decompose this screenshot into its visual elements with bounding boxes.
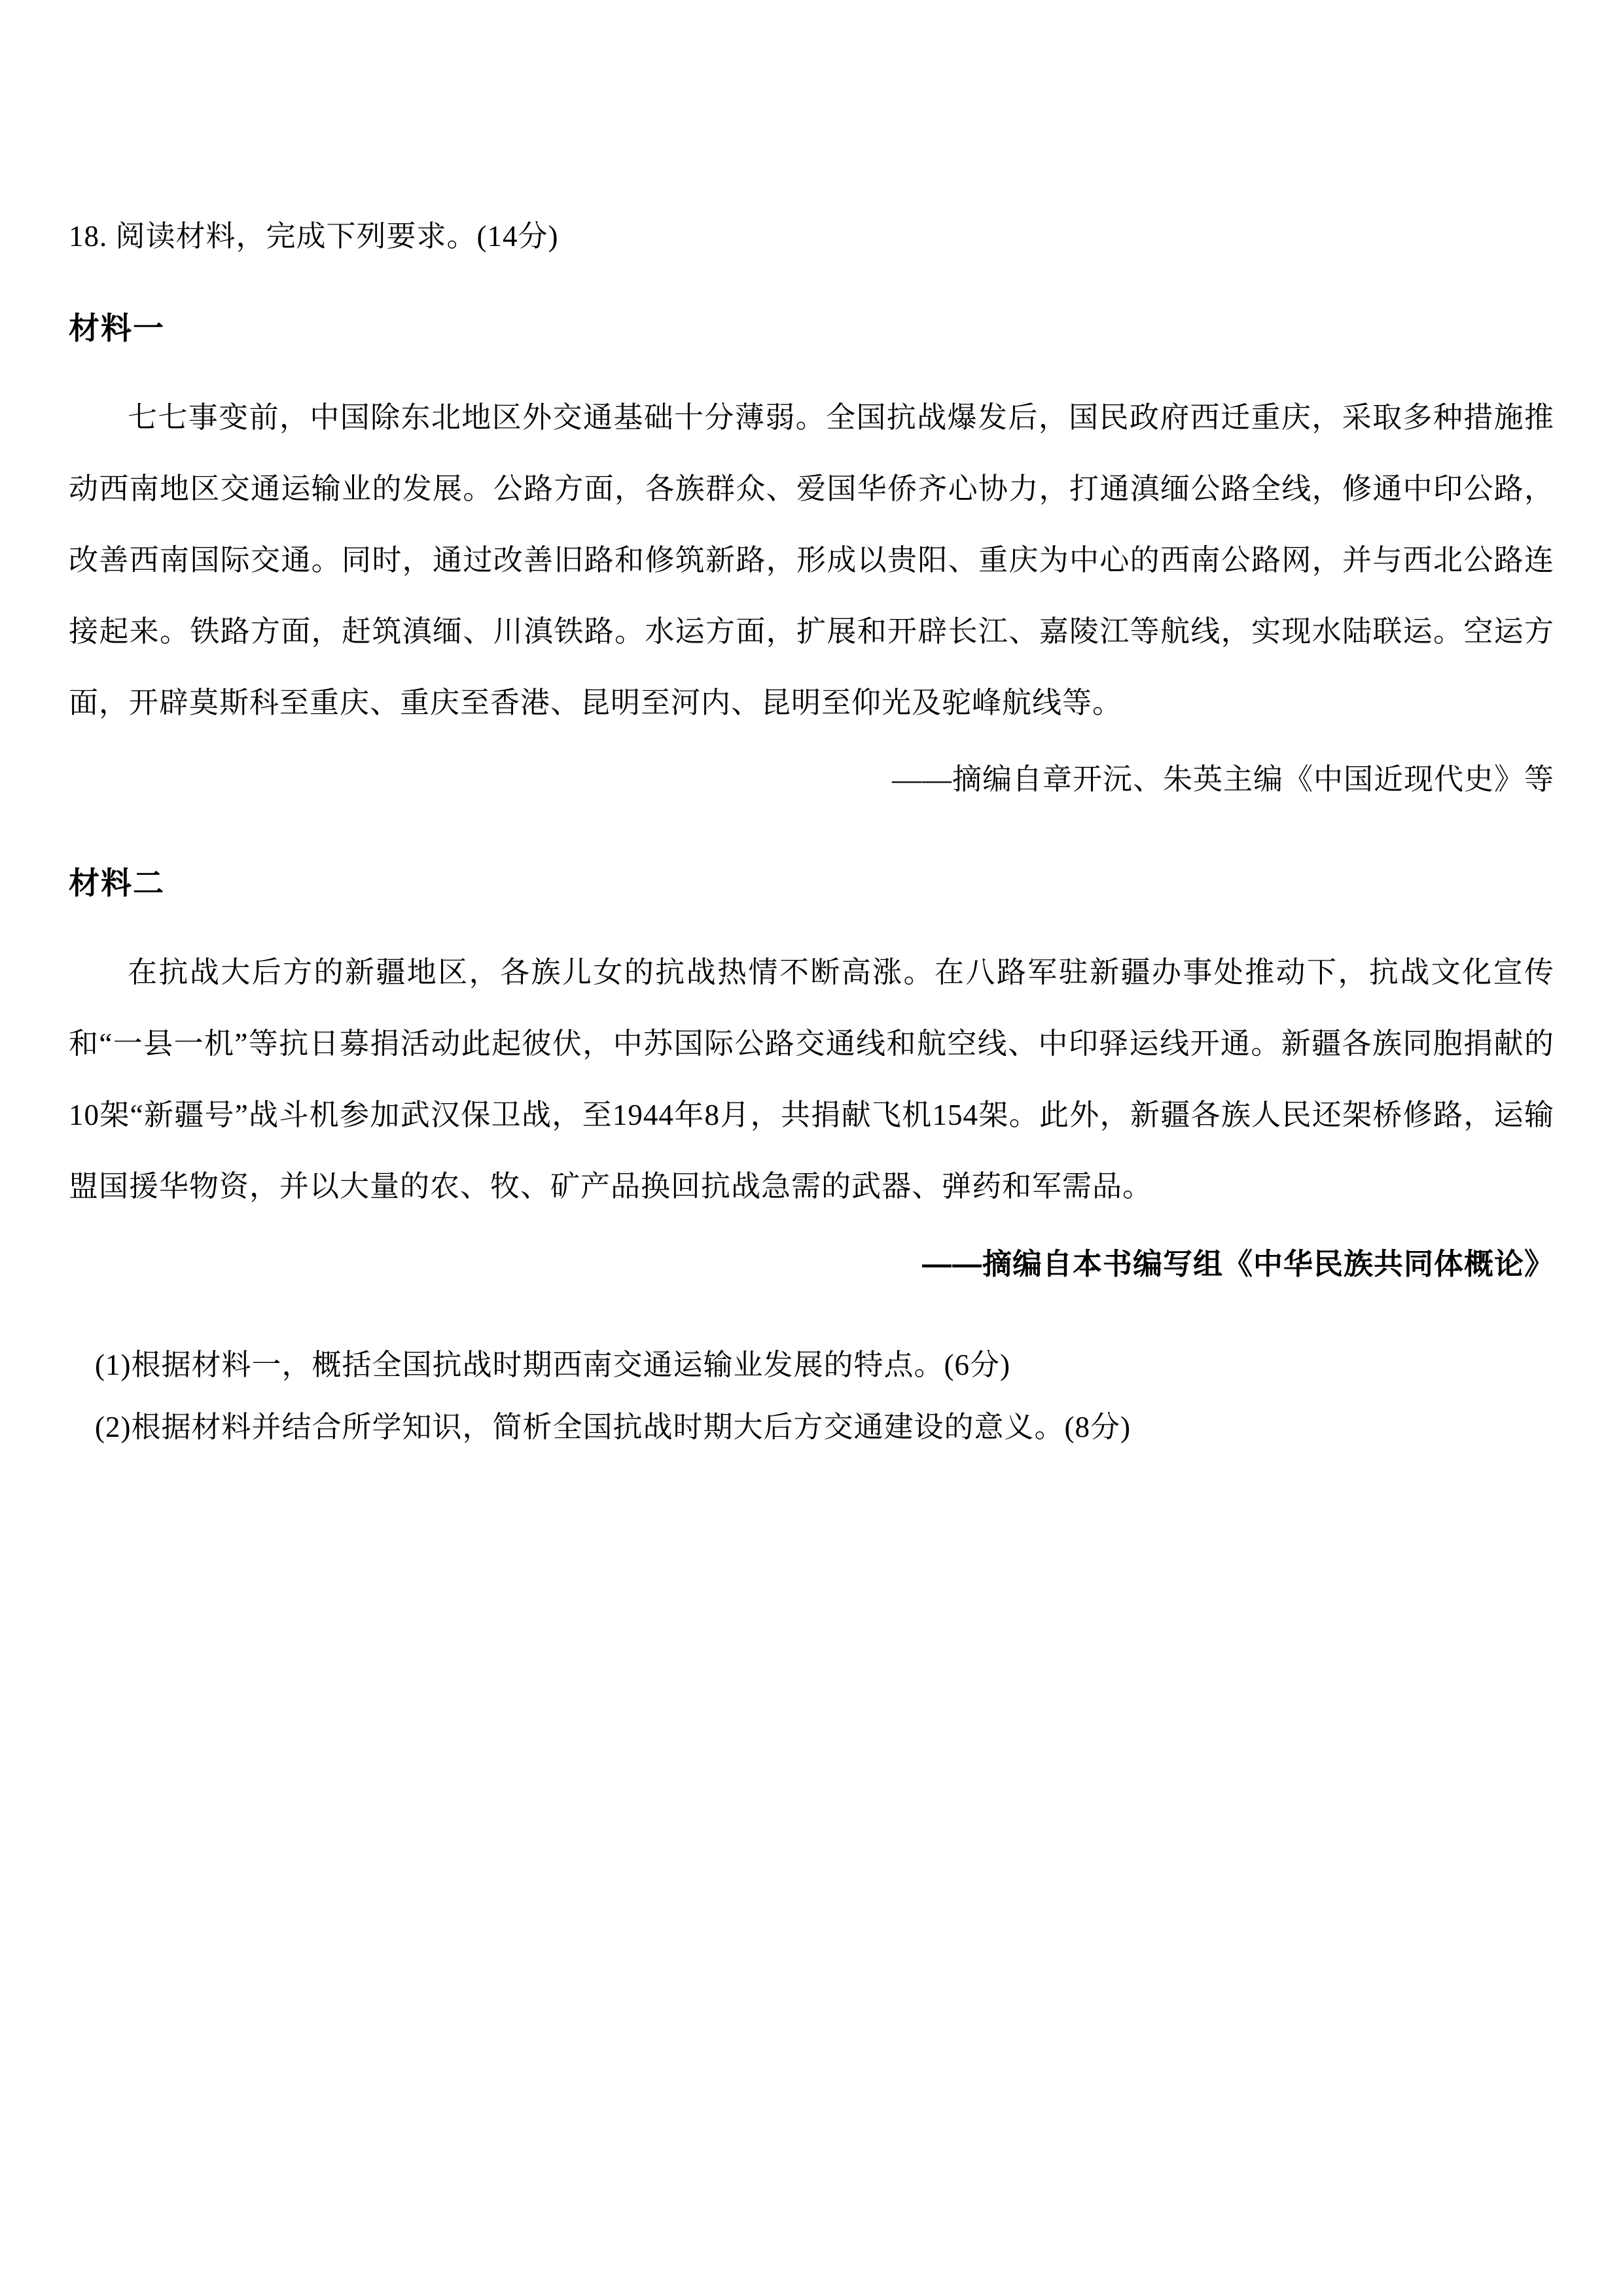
material2-heading: 材料二 [69, 866, 165, 901]
material2-paragraph: 在抗战大后方的新疆地区，各族儿女的抗战热情不断高涨。在八路军驻新疆办事处推动下，抗战文化宣传和“一县一机”等抗日募捐活动此起彼伏，中苏国际公路交通线和航空线、中印驿运线开通。新疆各族同胞捐献的10架“新疆号”战斗机参加武汉保卫战，至1944年8月，共捐献飞机154架。此外，新疆各族人民还架桥修路，运输盟国援华物资，并以大量的农、牧、矿产品换回抗战急需的武器、弹药和军需品。 [69, 956, 1554, 1203]
material2-attribution: ——摘编自本书编写组《中华民族共同体概论》 [921, 1247, 1554, 1281]
sub-questions [69, 1334, 1554, 1458]
sub-question-1: (1)根据材料一，概括全国抗战时期西南交通运输业发展的特点。(6分) [95, 1349, 1010, 1382]
material1-attribution: ——摘编自章开沅、朱英主编《中国近现代史》等 [891, 763, 1554, 796]
material1-paragraph: 七七事变前，中国除东北地区外交通基础十分薄弱。全国抗战爆发后，国民政府西迁重庆，采取多种措施推动西南地区交通运输业的发展。公路方面，各族群众、爱国华侨齐心协力，打通滇缅公路全线，修通中印公路，改善西南国际交通。同时，通过改善旧路和修筑新路，形成以贵阳、重庆为中心的西南公路网，并与西北公路连接起来。铁路方面，赶筑滇缅、川滇铁路。水运方面，扩展和开辟长江、嘉陵江等航线，实现水陆联运。空运方面，开辟莫斯科至重庆、重庆至香港、昆明至河内、昆明至仰光及驼峰航线等。 [69, 401, 1554, 719]
question-header: 18. 阅读材料，完成下列要求。(14分) [69, 220, 559, 253]
material1-heading: 材料一 [69, 311, 165, 345]
sub-question-2: (2)根据材料并结合所学知识，简析全国抗战时期大后方交通建设的意义。(8分) [95, 1410, 1131, 1443]
